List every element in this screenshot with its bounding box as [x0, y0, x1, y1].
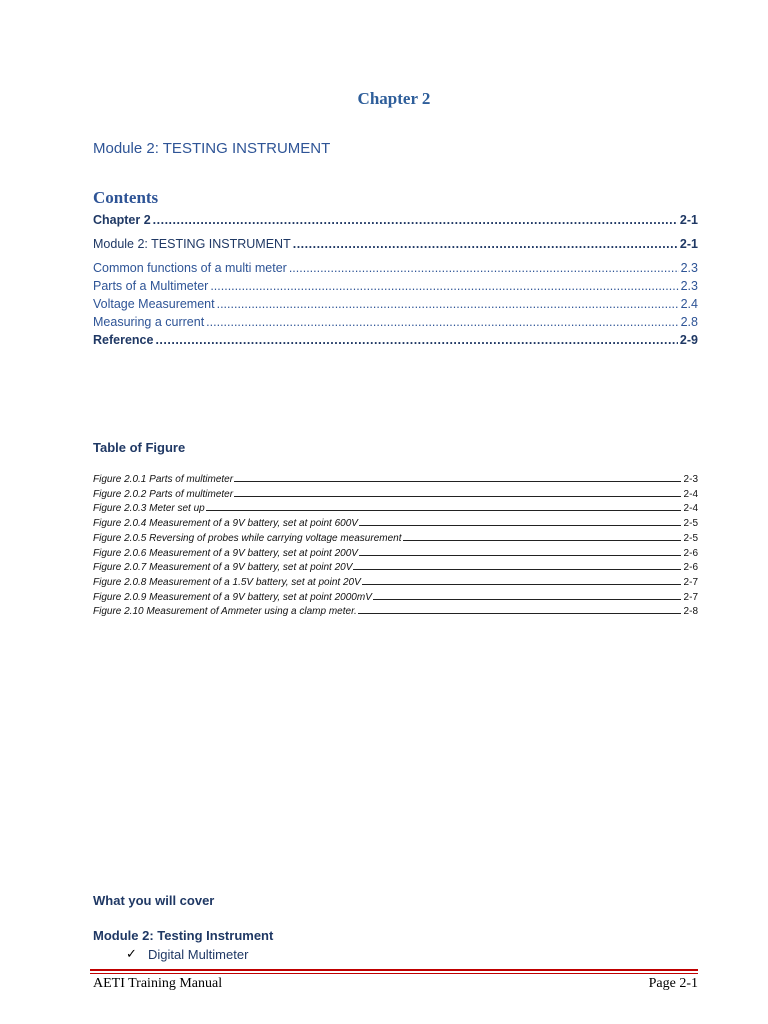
- table-of-figures-heading: Table of Figure: [93, 440, 186, 455]
- contents-heading: Contents: [93, 188, 159, 207]
- figure-leader: [206, 501, 681, 511]
- figure-entry-page: 2-4: [683, 503, 698, 515]
- cover-module-title: Module 2: Testing Instrument: [93, 928, 274, 943]
- chapter-title: Chapter 2: [357, 89, 431, 108]
- figure-entry-page: 2-5: [683, 518, 698, 530]
- toc-entry-label: Parts of a Multimeter: [93, 279, 209, 293]
- figure-entry[interactable]: [93, 501, 698, 514]
- figure-leader: [362, 575, 681, 585]
- figure-entry-page: 2-6: [683, 547, 698, 559]
- toc-entry-label: Voltage Measurement: [93, 297, 215, 311]
- figure-entry-label: Figure 2.10 Measurement of Ammeter using a clamp meter.: [93, 606, 357, 618]
- figure-leader: [359, 516, 681, 526]
- toc-leader: [217, 297, 679, 311]
- toc-leader: [206, 315, 678, 329]
- what-you-will-cover-heading: What you will cover: [93, 893, 215, 908]
- toc-entry-label: Common functions of a multi meter: [93, 261, 287, 275]
- toc-entry-current[interactable]: [93, 315, 698, 329]
- footer-rule-thin: [90, 973, 698, 974]
- figure-entry[interactable]: [93, 531, 698, 544]
- figure-entry[interactable]: [93, 560, 698, 573]
- toc-entry-page: 2-1: [679, 237, 698, 251]
- figure-leader: [353, 560, 680, 570]
- toc-leader: [210, 279, 678, 293]
- figure-entry-label: Figure 2.0.5 Reversing of probes while carrying voltage measurement: [93, 532, 402, 544]
- figure-leader: [359, 546, 681, 556]
- cover-item-label: Digital Multimeter: [148, 946, 249, 962]
- toc-entry-page: 2.3: [680, 261, 698, 275]
- figure-leader: [358, 604, 681, 614]
- cover-list-item: [126, 946, 248, 962]
- figure-leader: [234, 487, 680, 497]
- toc-entry-label: Chapter 2: [93, 213, 151, 227]
- toc-entry-reference[interactable]: [93, 333, 698, 347]
- toc-entry-module[interactable]: [93, 237, 698, 251]
- toc-entry-page: 2.3: [680, 279, 698, 293]
- toc-entry-chapter[interactable]: [93, 213, 698, 227]
- figure-entry-label: Figure 2.0.3 Meter set up: [93, 503, 205, 515]
- footer-manual-title: AETI Training Manual: [93, 976, 223, 991]
- figure-entry-label: Figure 2.0.2 Parts of multimeter: [93, 488, 234, 500]
- toc-entry-page: 2.4: [680, 297, 698, 311]
- figure-entry-label: Figure 2.0.9 Measurement of a 9V battery, set at point 2000mV: [93, 591, 372, 603]
- figure-leader: [373, 590, 681, 600]
- figure-entry[interactable]: [93, 472, 698, 485]
- figure-entry-page: 2-7: [683, 591, 698, 603]
- figure-entry[interactable]: [93, 575, 698, 588]
- figure-leader: [234, 472, 680, 482]
- figure-entry[interactable]: [93, 590, 698, 603]
- figure-entry-page: 2-8: [683, 606, 698, 618]
- figure-leader: [403, 531, 681, 541]
- figure-entry[interactable]: [93, 516, 698, 529]
- toc-entry-voltage[interactable]: [93, 297, 698, 311]
- footer-rule: [90, 969, 698, 971]
- check-icon: ✓: [126, 946, 137, 961]
- toc-leader: [289, 261, 679, 275]
- figure-entry-label: Figure 2.0.7 Measurement of a 9V battery, set at point 20V: [93, 562, 353, 574]
- toc-entry-label: Measuring a current: [93, 315, 205, 329]
- figure-entry-label: Figure 2.0.8 Measurement of a 1.5V battery, set at point 20V: [93, 576, 361, 588]
- figure-entry-page: 2-6: [683, 562, 698, 574]
- figure-entry-page: 2-4: [683, 488, 698, 500]
- toc-entry-page: 2-9: [679, 333, 698, 347]
- figure-entry-label: Figure 2.0.1 Parts of multimeter: [93, 474, 234, 485]
- toc-entry-parts[interactable]: [93, 279, 698, 293]
- figure-entry-page: 2-3: [683, 474, 698, 485]
- figure-entry-label: Figure 2.0.6 Measurement of a 9V battery, set at point 200V: [93, 547, 358, 559]
- figure-entry[interactable]: [93, 604, 698, 617]
- figure-entry[interactable]: [93, 487, 698, 500]
- module-title: Module 2: TESTING INSTRUMENT: [93, 140, 331, 157]
- figure-entry[interactable]: [93, 546, 698, 559]
- figure-entry-page: 2-5: [683, 532, 698, 544]
- toc-leader: [153, 213, 678, 227]
- toc-entry-label: Reference: [93, 333, 154, 347]
- toc-entry-page: 2.8: [680, 315, 698, 329]
- toc-entry-label: Module 2: TESTING INSTRUMENT: [93, 237, 291, 251]
- toc-entry-common-functions[interactable]: [93, 261, 698, 275]
- figure-entry-label: Figure 2.0.4 Measurement of a 9V battery, set at point 600V: [93, 518, 358, 530]
- figure-entry-page: 2-7: [683, 576, 698, 588]
- footer-page-number: Page 2-1: [648, 976, 698, 991]
- toc-entry-page: 2-1: [679, 213, 698, 227]
- toc-leader: [293, 237, 678, 251]
- toc-leader: [155, 333, 677, 347]
